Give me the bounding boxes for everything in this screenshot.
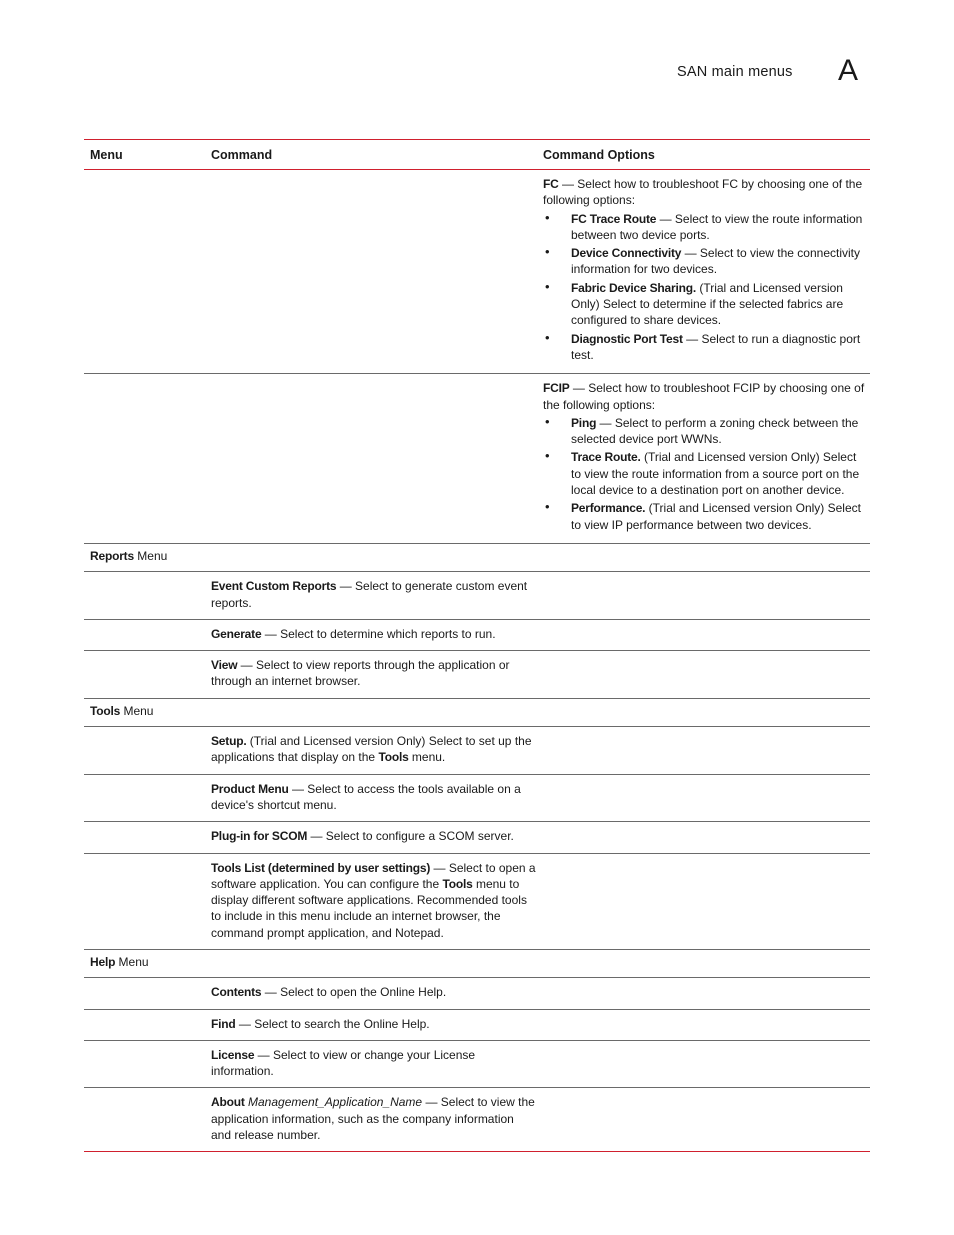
command-cell: Product Menu — Select to access the tools available on a device's shortcut menu. bbox=[211, 781, 521, 812]
page-header-title: SAN main menus bbox=[677, 64, 793, 80]
bullet-icon: • bbox=[545, 329, 550, 345]
list-item: • FC Trace Route — Select to view the route information between two device ports. bbox=[545, 209, 863, 242]
command-cell: Generate — Select to determine which reports to run. bbox=[211, 626, 496, 641]
fc-intro: FC — Select how to troubleshoot FC by choosing one of the following options: bbox=[543, 177, 863, 208]
bullet-icon: • bbox=[545, 244, 550, 260]
column-header-options: Command Options bbox=[543, 147, 655, 162]
command-cell: Find — Select to search the Online Help. bbox=[211, 1016, 430, 1031]
bullet-icon: • bbox=[545, 413, 550, 429]
list-item: • Ping — Select to perform a zoning check between the selected device port WWNs. bbox=[545, 413, 859, 447]
list-item: • Diagnostic Port Test — Select to run a diagnostic port test. bbox=[545, 329, 861, 362]
command-cell: Plug-in for SCOM — Select to configure a SCOM server. bbox=[211, 829, 514, 844]
fcip-options-list bbox=[543, 415, 866, 533]
command-cell: Setup. (Trial and Licensed version Only) Select to set up the applications that display on the Tools menu. bbox=[211, 734, 532, 765]
table-row-help-menu bbox=[84, 950, 870, 978]
table-row bbox=[84, 727, 870, 775]
fc-options-list bbox=[543, 211, 866, 364]
list-item: • Performance. (Trial and Licensed version Only) Select to view IP performance between two devices. bbox=[545, 499, 861, 532]
table-row bbox=[84, 572, 870, 620]
table-row bbox=[84, 1088, 870, 1151]
table-row bbox=[84, 620, 870, 651]
table-row bbox=[84, 978, 870, 1009]
list-item: • Trace Route. (Trial and Licensed version Only) Select to view the route information from a source port on the local device to a destination port on another device. bbox=[545, 448, 860, 498]
list-item: • Fabric Device Sharing. (Trial and Licensed version Only) Select to determine if the selected fabrics are configured to share devices. bbox=[545, 278, 844, 328]
command-cell: License — Select to view or change your License information. bbox=[211, 1047, 476, 1079]
command-cell: View — Select to view reports through the application or through an internet browser. bbox=[211, 658, 510, 689]
table-row-reports-menu bbox=[84, 544, 870, 572]
table-row bbox=[84, 1041, 870, 1089]
reports-menu-label: Reports Menu bbox=[90, 548, 168, 563]
fcip-intro: FCIP — Select how to troubleshoot FCIP by choosing one of the following options: bbox=[543, 381, 865, 412]
table-row-fcip bbox=[84, 374, 870, 544]
table-row bbox=[84, 854, 870, 950]
list-item: • Device Connectivity — Select to view the connectivity information for two devices. bbox=[545, 244, 860, 277]
table-row bbox=[84, 775, 870, 823]
tools-menu-label: Tools Menu bbox=[90, 703, 154, 718]
table-row bbox=[84, 651, 870, 699]
bullet-icon: • bbox=[545, 278, 550, 294]
command-cell: About Management_Application_Name — Select to view the application information, such as the company information and release number. bbox=[211, 1095, 535, 1143]
table-bottom-rule bbox=[84, 1151, 870, 1152]
bullet-icon: • bbox=[545, 209, 550, 225]
column-header-command: Command bbox=[211, 147, 273, 162]
table-row-fc bbox=[84, 170, 870, 374]
command-cell: Tools List (determined by user settings) — Select to open a software application. You can configure the Tools menu to display different software applications. Recommended tools to include in this menu include an internet browser, the command prompt application, and Notepad. bbox=[211, 860, 536, 940]
bullet-icon: • bbox=[545, 499, 550, 515]
table-row bbox=[84, 1010, 870, 1041]
command-cell: Event Custom Reports — Select to generate custom event reports. bbox=[211, 579, 528, 610]
appendix-letter: A bbox=[838, 54, 859, 87]
table-row bbox=[84, 822, 870, 853]
menu-command-table bbox=[84, 139, 870, 1152]
table-header bbox=[84, 140, 870, 169]
fc-options-cell bbox=[537, 170, 870, 373]
command-cell: Contents — Select to open the Online Help. bbox=[211, 985, 447, 1000]
help-menu-label: Help Menu bbox=[90, 954, 149, 969]
column-header-menu: Menu bbox=[90, 147, 123, 162]
bullet-icon: • bbox=[545, 448, 550, 464]
fcip-options-cell bbox=[537, 374, 870, 543]
table-row-tools-menu bbox=[84, 699, 870, 727]
